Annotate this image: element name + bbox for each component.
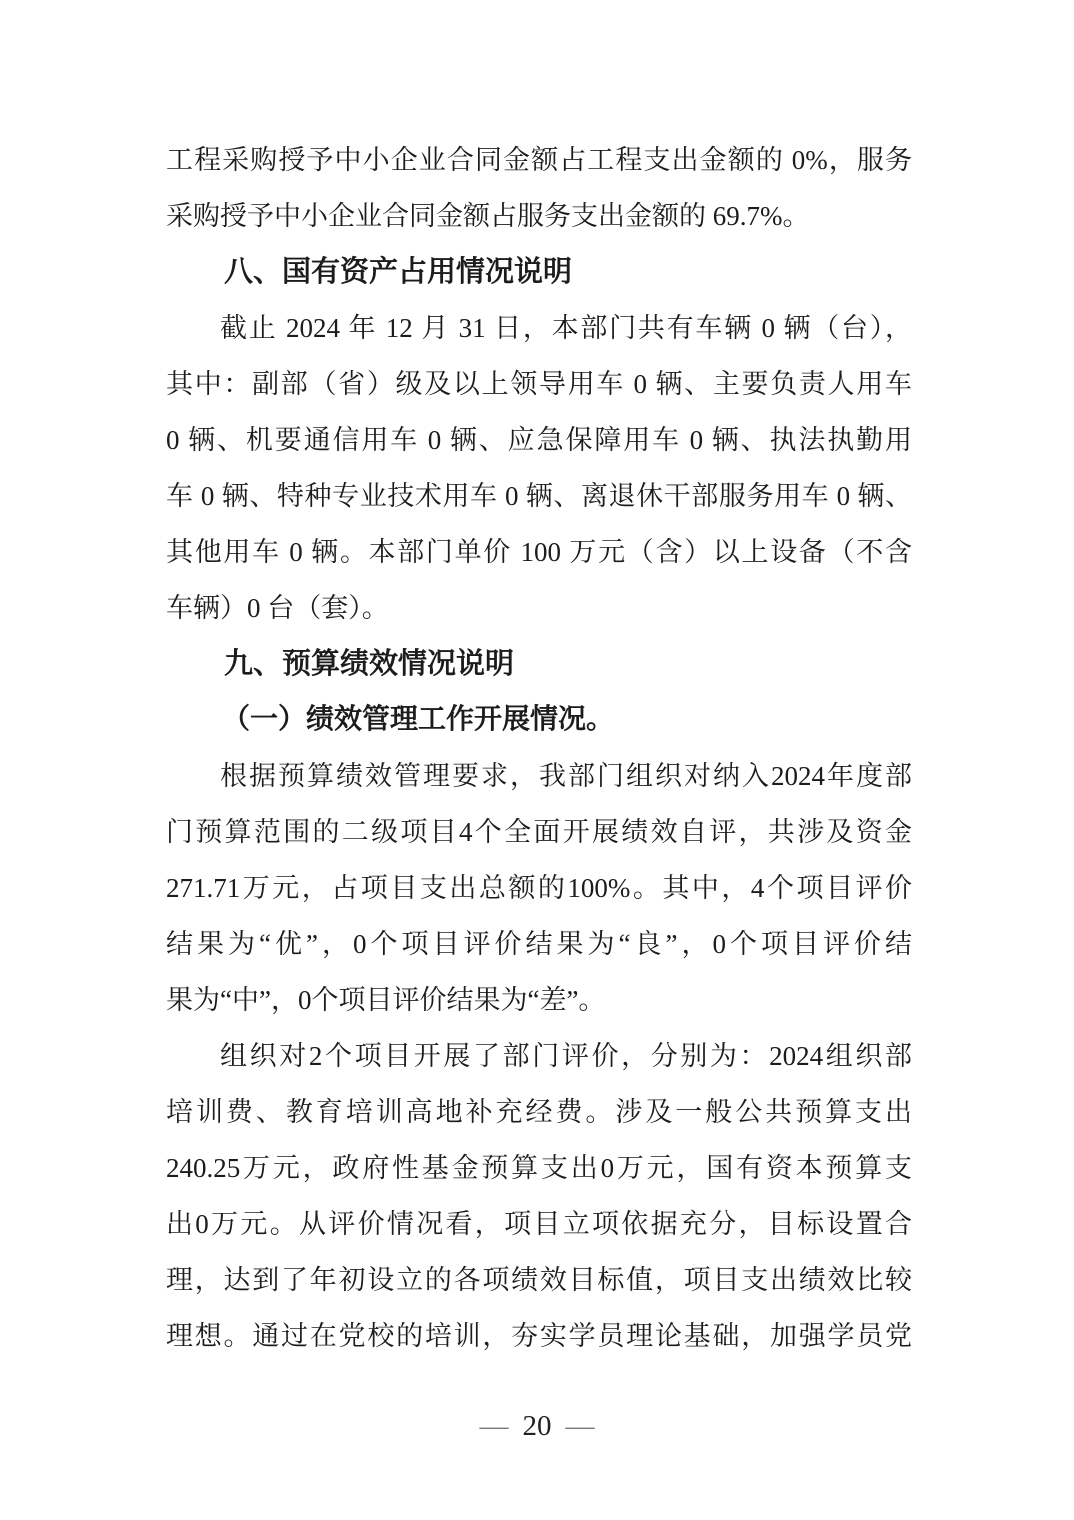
footer-left-dash: — bbox=[479, 1410, 509, 1442]
section-8-heading: 八、国有资产占用情况说明 bbox=[224, 256, 573, 288]
body-line: 理，达到了年初设立的各项绩效目标值，项目支出绩效比较 bbox=[166, 1265, 912, 1295]
subsection-9-1-heading: （一）绩效管理工作开展情况。 bbox=[222, 704, 615, 735]
body-line: 271.71万元，占项目支出总额的100%。其中，4个项目评价 bbox=[166, 873, 912, 903]
body-line: 截止 2024 年 12 月 31 日，本部门共有车辆 0 辆（台）， bbox=[220, 313, 912, 343]
body-line: 采购授予中小企业合同金额占服务支出金额的 69.7%。 bbox=[166, 201, 810, 231]
footer-right-dash: — bbox=[565, 1410, 595, 1442]
body-line: 240.25万元，政府性基金预算支出0万元，国有资本预算支 bbox=[166, 1153, 912, 1183]
page-number: 20 bbox=[522, 1410, 552, 1442]
body-line: 培训费、教育培训高地补充经费。涉及一般公共预算支出 bbox=[166, 1097, 912, 1127]
page-footer bbox=[0, 1398, 1074, 1454]
body-line: 门预算范围的二级项目4个全面开展绩效自评，共涉及资金 bbox=[166, 817, 912, 847]
document-body bbox=[166, 132, 912, 1364]
body-line: 其他用车 0 辆。本部门单价 100 万元（含）以上设备（不含 bbox=[166, 537, 912, 567]
body-line: 结果为“优”，0个项目评价结果为“良”，0个项目评价结 bbox=[166, 929, 912, 959]
section-9-heading: 九、预算绩效情况说明 bbox=[224, 648, 515, 680]
body-line: 组织对2个项目开展了部门评价，分别为：2024组织部 bbox=[220, 1041, 912, 1071]
body-line: 其中：副部（省）级及以上领导用车 0 辆、主要负责人用车 bbox=[166, 369, 912, 399]
body-line: 车 0 辆、特种专业技术用车 0 辆、离退休干部服务用车 0 辆、 bbox=[166, 481, 912, 511]
body-line: 根据预算绩效管理要求，我部门组织对纳入2024年度部 bbox=[220, 761, 912, 791]
body-line: 果为“中”，0个项目评价结果为“差”。 bbox=[166, 985, 606, 1015]
body-line: 出0万元。从评价情况看，项目立项依据充分，目标设置合 bbox=[166, 1209, 912, 1239]
body-line: 0 辆、机要通信用车 0 辆、应急保障用车 0 辆、执法执勤用 bbox=[166, 425, 912, 455]
body-line: 车辆）0 台（套）。 bbox=[166, 593, 389, 623]
body-line: 理想。通过在党校的培训，夯实学员理论基础，加强学员党 bbox=[166, 1321, 912, 1351]
body-line: 工程采购授予中小企业合同金额占工程支出金额的 0%，服务 bbox=[166, 145, 912, 175]
